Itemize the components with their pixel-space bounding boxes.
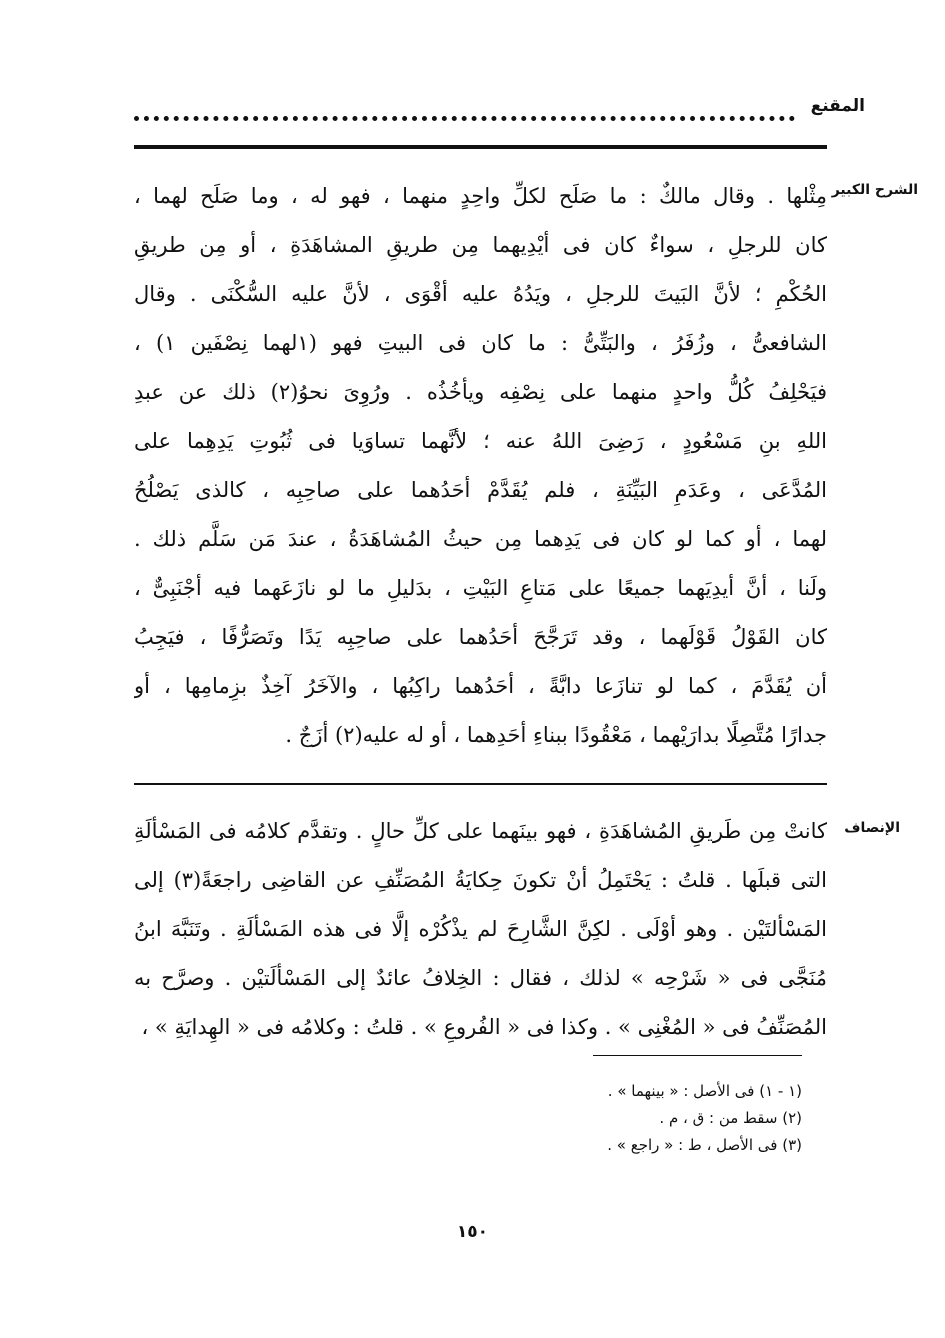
book-title: المقنع bbox=[810, 96, 865, 116]
footnote: (١ - ١) فى الأصل : « بينهما » . bbox=[607, 1082, 802, 1100]
header-thick-rule bbox=[134, 145, 827, 149]
text-line: ولَنا ، أنَّ أيدِيَهما جميعًا على مَتاعِ البَيْتِ ، بدَليلِ ما لو نازَعَهما فيه أجْنَبِىٌّ ، bbox=[134, 576, 827, 600]
text-line: أن يُقَدَّمَ ، كما لو تنازَعا دابَّةً ، أحَدُهما راكِبُها ، والآخَرُ آخِذٌ بزِمامِها ، أو bbox=[134, 674, 827, 698]
footnotes bbox=[322, 1078, 802, 1159]
footnote: (٣) فى الأصل ، ط : « راجع » . bbox=[607, 1136, 802, 1154]
text-line: جدارًا مُتَّصِلًا بدارَيْهما ، مَعْقُودًا ببناءِ أحَدِهما ، أو له عليه(٢) أزَجٌ . bbox=[285, 723, 827, 747]
text-line: فيَحْلِفُ كُلُّ واحدٍ منهما على نِصْفِه ويأخُذُه . ورُوِىَ نحوُ(٢) ذلك عن عبدِ bbox=[134, 380, 827, 404]
text-line: لهما ، أو كما لو كان فى يَدِهما مِن حيثُ المُشاهَدَةُ ، عندَ مَن سَلَّم ذلك . bbox=[134, 527, 827, 551]
page-number: ١٥٠ bbox=[456, 1222, 489, 1242]
text-line: المُصَنِّفُ فى « المُغْنِى » . وكذا فى « الفُروعِ » . قلتُ : وكلامُه فى « الهِدايَةِ » ، bbox=[141, 1015, 827, 1039]
text-line: اللهِ بنِ مَسْعُودٍ ، رَضِىَ اللهُ عنه ؛ لأنَّهما تساوَيا فى ثُبُوتِ يَدِهِما على bbox=[134, 429, 827, 453]
section-divider bbox=[134, 783, 827, 785]
text-line: مُنَجَّى فى « شَرْحِه » لذلك ، فقال : الخِلافُ عائدٌ إلى المَسْألَتيْن . وصرَّح به bbox=[134, 966, 827, 990]
text-line: كان القَوْلُ قَوْلَهما ، وقد تَرَجَّحَ أحَدُهما على صاحِبِه يَدًا وتَصَرُّفًا ، فيَجِبُ bbox=[134, 625, 827, 649]
text-line: الشافعىُّ ، وزُفَرُ ، والبَتِّىُّ : ما كان فى البيتِ فهو (١لهما نِصْفَين ١) ، bbox=[134, 331, 827, 355]
sharh-main-text bbox=[134, 172, 827, 760]
text-line: كانتْ مِن طَريقِ المُشاهَدَةِ ، فهو بينَهما على كلِّ حالٍ . وتقدَّم كلامُه فى المَسْألَةِ bbox=[134, 819, 827, 843]
insaf-text bbox=[134, 807, 827, 1052]
text-line: مِثْلها . وقال مالكٌ : ما صَلَح لكلِّ واحِدٍ منهما ، فهو له ، وما صَلَح لهما ، bbox=[134, 184, 827, 208]
header-dotted-rule bbox=[134, 116, 795, 121]
insaf-section-label: الإنصاف bbox=[844, 820, 900, 836]
text-line: الحُكْمِ ؛ لأنَّ البَيتَ للرجلِ ، ويَدُهُ عليه أقْوَى ، لأنَّ عليه السُّكْنَى . وقال bbox=[134, 282, 827, 306]
footnote: (٢) سقط من : ق ، م . bbox=[659, 1109, 802, 1127]
text-line: المُدَّعَى ، وعَدَمِ البَيِّنَةِ ، فلم يُقَدَّمْ أحَدُهما على صاحِبِه ، كالذى يَصْلُحُ bbox=[134, 478, 827, 502]
sharh-section-label: الشرح الكبير bbox=[831, 182, 918, 198]
text-line: التى قبلَها . قلتُ : يَحْتَمِلُ أنْ تكونَ حِكايَةُ المُصَنِّفِ عن القاضِى راجعَةً(٣) إلى bbox=[134, 868, 827, 892]
footnote-separator bbox=[593, 1055, 802, 1056]
text-line: كان للرجلِ ، سواءٌ كان فى أيْدِيهما مِن طريقِ المشاهَدَةِ ، أو مِن طريقِ bbox=[134, 233, 827, 257]
text-line: المَسْألتَيْن . وهو أوْلَى . لكِنَّ الشَّارِحَ لم يذْكُرْه إلَّا فى هذه المَسْألَةِ . وتَنَبَّهَ ابنُ bbox=[134, 917, 827, 941]
